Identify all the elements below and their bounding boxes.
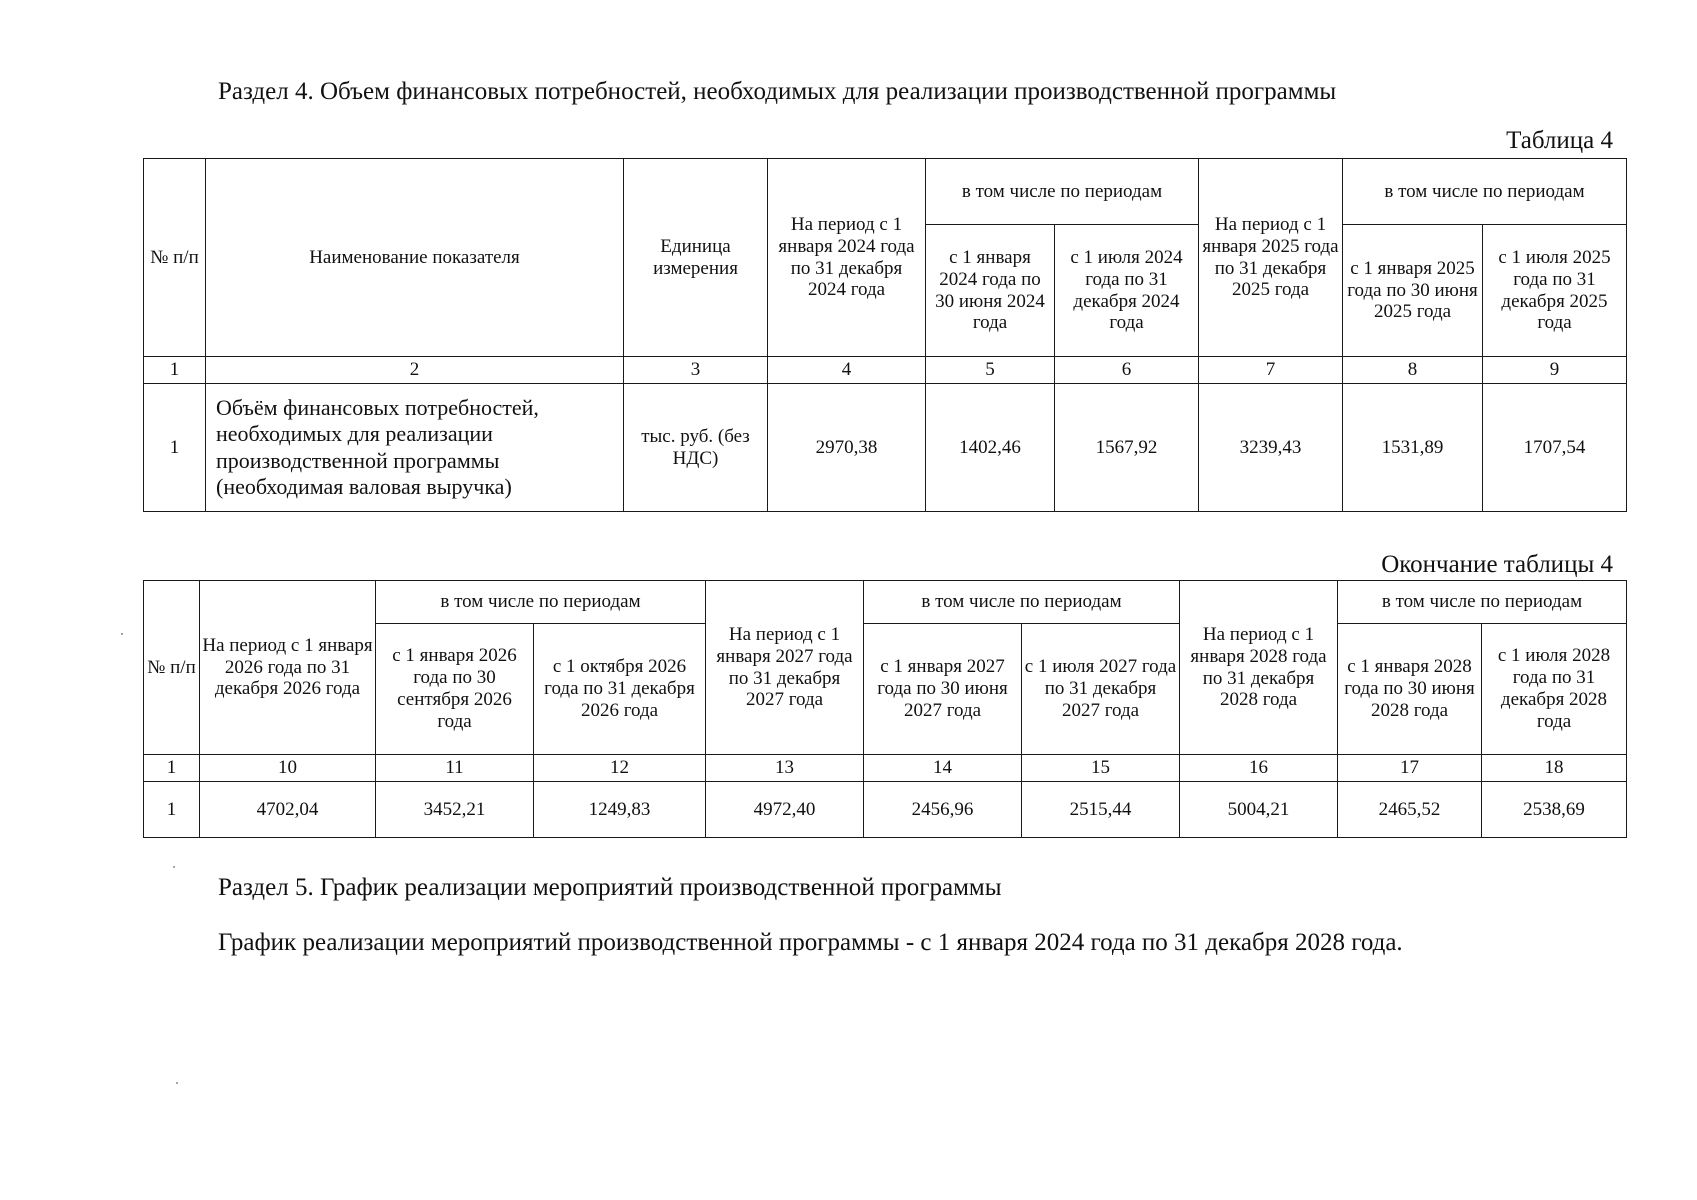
column-number: 1 xyxy=(144,357,206,384)
header-h2-2025: с 1 июля 2025 года по 31 декабря 2025 года xyxy=(1483,225,1627,357)
column-number: 18 xyxy=(1482,755,1627,782)
column-number: 3 xyxy=(624,357,768,384)
value-h1-2028: 2465,52 xyxy=(1338,782,1482,838)
value-period-2025: 3239,43 xyxy=(1199,384,1343,512)
value-h2-2025: 1707,54 xyxy=(1483,384,1627,512)
section-5-text: График реализации мероприятий производственной программы - с 1 января 2024 года по 31 декабря 2028 года. xyxy=(218,929,1403,956)
header-subperiods-2028: в том числе по периодам xyxy=(1338,581,1627,624)
header-h2-2027: с 1 июля 2027 года по 31 декабря 2027 года xyxy=(1022,624,1180,755)
header-period-2025: На период с 1 января 2025 года по 31 декабря 2025 года xyxy=(1199,159,1343,357)
column-number: 8 xyxy=(1343,357,1483,384)
column-number: 7 xyxy=(1199,357,1343,384)
indicator-name: Объём финансовых потребностей, необходимых для реализации производственной программы (необходимая валовая выручка) xyxy=(206,384,624,512)
header-subperiods-2026: в том числе по периодам xyxy=(376,581,706,624)
row-number: 1 xyxy=(144,782,200,838)
value-h1-2024: 1402,46 xyxy=(926,384,1055,512)
value-period-2024: 2970,38 xyxy=(768,384,926,512)
header-period-2026: На период с 1 января 2026 года по 31 декабря 2026 года xyxy=(200,581,376,755)
value-h2-2027: 2515,44 xyxy=(1022,782,1180,838)
header-h1-2027: с 1 января 2027 года по 30 июня 2027 года xyxy=(864,624,1022,755)
header-h1-2025: с 1 января 2025 года по 30 июня 2025 года xyxy=(1343,225,1483,357)
scan-speck xyxy=(176,1082,178,1084)
column-number: 9 xyxy=(1483,357,1627,384)
value-h2-2028: 2538,69 xyxy=(1482,782,1627,838)
header-h1-2028: с 1 января 2028 года по 30 июня 2028 года xyxy=(1338,624,1482,755)
column-number: 5 xyxy=(926,357,1055,384)
header-subperiods-2025: в том числе по периодам xyxy=(1343,159,1627,225)
column-number: 4 xyxy=(768,357,926,384)
header-h1-2024: с 1 января 2024 года по 30 июня 2024 года xyxy=(926,225,1055,357)
header-row-number: № п/п xyxy=(144,159,206,357)
financial-needs-table xyxy=(143,158,1627,512)
header-unit: Единица измерения xyxy=(624,159,768,357)
value-period-2027: 4972,40 xyxy=(706,782,864,838)
table-row xyxy=(144,384,1627,512)
value-h2-2024: 1567,92 xyxy=(1055,384,1199,512)
value-p2-2026: 1249,83 xyxy=(534,782,706,838)
column-number: 11 xyxy=(376,755,534,782)
column-number: 1 xyxy=(144,755,200,782)
scan-speck xyxy=(173,866,175,868)
column-number: 14 xyxy=(864,755,1022,782)
header-period-2028: На период с 1 января 2028 года по 31 декабря 2028 года xyxy=(1180,581,1338,755)
scan-speck xyxy=(121,633,123,635)
section-4-heading: Раздел 4. Объем финансовых потребностей, необходимых для реализации производственной программы xyxy=(218,78,1337,105)
financial-needs-table-continuation xyxy=(143,580,1627,838)
column-number: 17 xyxy=(1338,755,1482,782)
header-h2-2024: с 1 июля 2024 года по 31 декабря 2024 года xyxy=(1055,225,1199,357)
header-subperiods-2024: в том числе по периодам xyxy=(926,159,1199,225)
table-1-caption: Таблица 4 xyxy=(1506,127,1613,154)
header-row-number: № п/п xyxy=(144,581,200,755)
column-number: 13 xyxy=(706,755,864,782)
table-2-caption: Окончание таблицы 4 xyxy=(1381,551,1613,578)
row-number: 1 xyxy=(144,384,206,512)
header-p2-2026: с 1 октября 2026 года по 31 декабря 2026 года xyxy=(534,624,706,755)
header-p1-2026: с 1 января 2026 года по 30 сентября 2026 года xyxy=(376,624,534,755)
column-number: 10 xyxy=(200,755,376,782)
value-h1-2027: 2456,96 xyxy=(864,782,1022,838)
header-h2-2028: с 1 июля 2028 года по 31 декабря 2028 года xyxy=(1482,624,1627,755)
column-number: 12 xyxy=(534,755,706,782)
column-number: 6 xyxy=(1055,357,1199,384)
header-subperiods-2027: в том числе по периодам xyxy=(864,581,1180,624)
column-number: 2 xyxy=(206,357,624,384)
value-p1-2026: 3452,21 xyxy=(376,782,534,838)
value-period-2028: 5004,21 xyxy=(1180,782,1338,838)
header-period-2024: На период с 1 января 2024 года по 31 декабря 2024 года xyxy=(768,159,926,357)
column-number: 15 xyxy=(1022,755,1180,782)
header-indicator-name: Наименование показателя xyxy=(206,159,624,357)
value-period-2026: 4702,04 xyxy=(200,782,376,838)
unit-value: тыс. руб. (без НДС) xyxy=(624,384,768,512)
table-row xyxy=(144,782,1627,838)
header-period-2027: На период с 1 января 2027 года по 31 декабря 2027 года xyxy=(706,581,864,755)
value-h1-2025: 1531,89 xyxy=(1343,384,1483,512)
column-number: 16 xyxy=(1180,755,1338,782)
section-5-heading: Раздел 5. График реализации мероприятий производственной программы xyxy=(218,874,1002,901)
